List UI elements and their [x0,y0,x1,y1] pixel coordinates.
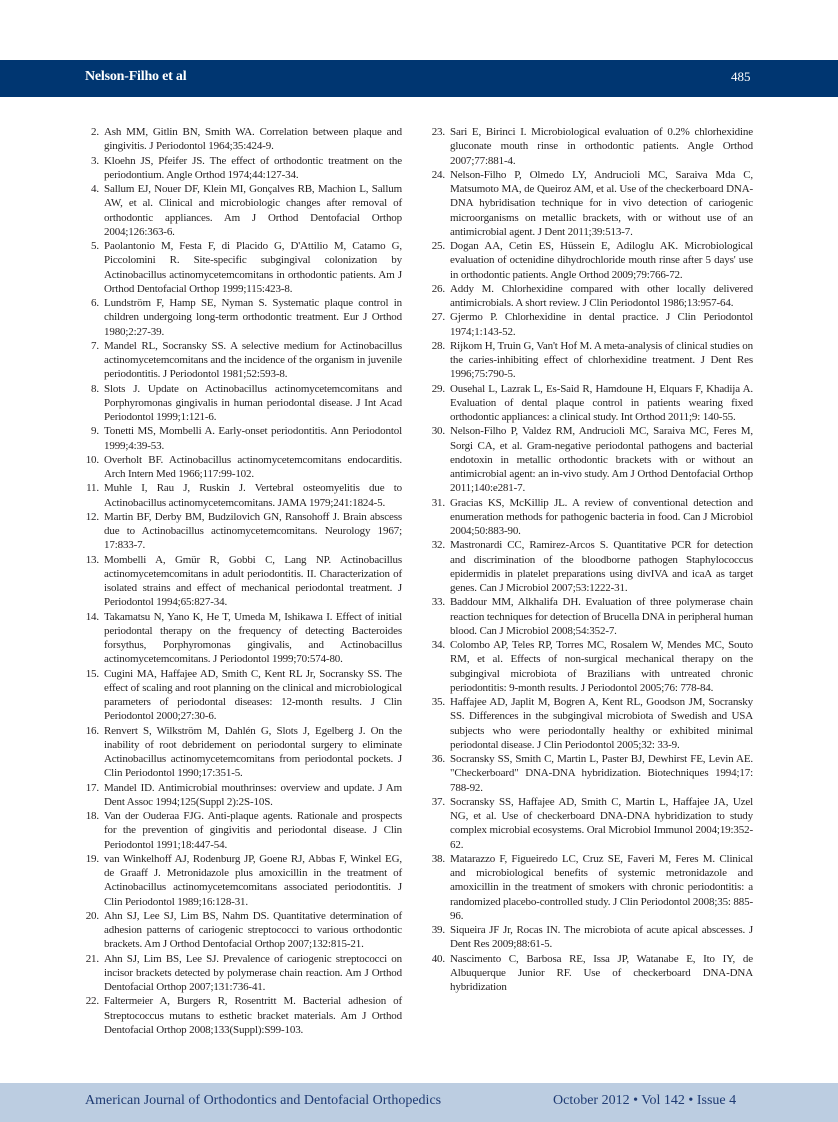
reference-item [430,752,753,795]
reference-number: 7. [91,339,99,352]
reference-number: 3. [91,154,99,167]
reference-item [84,952,402,995]
issue-info: October 2012 • Vol 142 • Issue 4 [553,1093,737,1108]
running-footer [0,1083,838,1122]
reference-text: Mombelli A, Gmür R, Gobbi C, Lang NP. Actinobacillus actinomycetemcomitans in adult periodontitis. II. Characterization of isolated strains and effect of mechanical periodontal treatment. J Periodontol 1994;65:827-34. [104,553,402,609]
reference-number: 40. [431,952,445,965]
references-column-left [84,125,402,1037]
reference-text: Slots J. Update on Actinobacillus actinomycetemcomitans and Porphyromonas gingivalis in human periodontal disease. J Int Acad Periodontol 1999;1:121-6. [104,382,402,423]
reference-number: 19. [85,852,99,865]
reference-number: 15. [85,667,99,680]
reference-item [84,382,402,425]
reference-text: Rijkom H, Truin G, Van't Hof M. A meta-analysis of clinical studies on the caries-inhibiting effect of chlorhexidine treatment. J Dent Res 1996;75:790-5. [450,339,753,381]
reference-item [84,510,402,553]
reference-item [84,667,402,724]
reference-number: 11. [86,482,99,495]
reference-item [430,168,753,239]
reference-item [84,239,402,296]
reference-text: Ahn SJ, Lim BS, Lee SJ. Prevalence of cariogenic streptococci on incisor brackets detected by polymerase chain reaction. Am J Orthod Dentofacial Orthop 2007;131:736-41. [104,952,402,993]
reference-text: Mandel RL, Socransky SS. A selective medium for Actinobacillus actinomycetemcomitans and the incidence of the organism in juvenile periodontitis. J Periodontol 1981;52:593-8. [104,339,402,381]
reference-item [430,424,753,495]
reference-number: 18. [85,810,99,822]
running-header-author: Nelson-Filho et al [85,69,187,84]
reference-text: Nelson-Filho P, Olmedo LY, Andrucioli MC, Saraiva Mda C, Matsumoto MA, de Queiroz AM, et al. Use of the checkerboard DNA-DNA hybridisation technique for in vivo detection of cariogenic microorganisms on metallic brackets, with or without use of an antimicrobial agent. J Dent 2011;39:513-7. [450,168,753,238]
reference-item [84,296,402,339]
running-header [0,60,838,97]
reference-text: van Winkelhoff AJ, Rodenburg JP, Goene RJ, Abbas F, Winkel EG, de Graaff J. Metronidazole plus amoxicillin in the treatment of Actinobacillus actinomycetemcomitans associated periodontitis. J Clin Periodontol 1989;16:128-31. [104,852,402,908]
reference-item [84,852,402,909]
reference-text: Gracias KS, McKillip JL. A review of conventional detection and enumeration methods for pathogenic bacteria in food. Can J Microbiol 2004;50:883-90. [450,496,753,537]
reference-item [84,809,402,852]
reference-item [84,424,402,453]
reference-text: Mastronardi CC, Ramirez-Arcos S. Quantitative PCR for detection and discrimination of the bloodborne pathogen Staphylococcus epidermidis in platelet preparations using divIVA and icaA as target genes. Can J Microbiol 2007;53:1222-31. [450,539,753,594]
reference-text: Baddour MM, Alkhalifa DH. Evaluation of three polymerase chain reaction techniques for detection of Brucella DNA in peripheral human blood. Can J Microbiol 2008;54:352-7. [450,596,753,637]
reference-number: 36. [431,753,445,765]
reference-number: 35. [431,696,445,708]
reference-item [430,310,753,339]
reference-item [84,994,402,1037]
reference-number: 25. [431,240,445,252]
reference-text: Dogan AA, Cetin ES, Hüssein E, Adiloglu AK. Microbiological evaluation of octenidine dihydrochloride mouth rinse after 5 days' use in orthodontic patients. Angle Orthod 2009;79:766-72. [450,240,753,281]
reference-text: Martin BF, Derby BM, Budzilovich GN, Ransohoff J. Brain abscess due to Actinobacillus actinomycetemcomitans. Neurology 1967; 17:833-7. [104,510,402,552]
reference-item [430,595,753,638]
reference-text: Sari E, Birinci I. Microbiological evaluation of 0.2% chlorhexidine gluconate mouth rinse in orthodontic patients. Angle Orthod 2007;77:881-4. [450,126,753,167]
reference-item [430,239,753,282]
reference-text: Paolantonio M, Festa F, di Placido G, D'Attilio M, Catamo G, Piccolomini R. Site-specific subgingival colonization by Actinobacillus actinomycetemcomitans in orthodontic patients. Am J Orthod Dentofacial Orthop 1999;115:423-8. [104,240,402,295]
reference-number: 8. [91,382,99,395]
reference-item [430,382,753,425]
reference-number: 27. [431,311,445,324]
reference-number: 5. [91,240,99,252]
reference-number: 34. [431,639,445,651]
reference-text: Kloehn JS, Pfeifer JS. The effect of orthodontic treatment on the periodontium. Angle Orthod 1974;44:127-34. [104,154,402,181]
reference-number: 2. [91,126,99,138]
reference-number: 10. [85,453,99,466]
reference-text: Sallum EJ, Nouer DF, Klein MI, Gonçalves RB, Machion L, Sallum AW, et al. Clinical and microbiologic changes after removal of orthodontic appliances. Am J Orthod Dentofacial Orthop 2004;126:363-6. [104,183,402,238]
reference-text: Ousehal L, Lazrak L, Es-Said R, Hamdoune H, Elquars F, Khadija A. Evaluation of dental plaque control in patients wearing fixed orthodontic appliances: a clinical study. Int Orthod 2011;9: 140-55. [450,382,753,423]
reference-number: 26. [431,282,445,295]
reference-item [430,923,753,952]
reference-item [84,481,402,510]
reference-item [84,724,402,781]
reference-text: Ahn SJ, Lee SJ, Lim BS, Nahm DS. Quantitative determination of adhesion patterns of cariogenic streptococci to various orthodontic brackets. Am J Orthod Dentofacial Orthop 2007;132:815-21. [104,909,402,951]
reference-text: Faltermeier A, Burgers R, Rosentritt M. Bacterial adhesion of Streptococcus mutans to esthetic bracket materials. Am J Orthod Dentofacial Orthop 2008;133(Suppl):S99-103. [104,995,402,1036]
reference-item [430,952,753,995]
reference-text: Siqueira JF Jr, Rocas IN. The microbiota of acute apical abscesses. J Dent Res 2009;88:61-5. [450,924,753,951]
reference-number: 39. [431,924,445,936]
reference-text: Cugini MA, Haffajee AD, Smith C, Kent RL Jr, Socransky SS. The effect of scaling and root planning on the clinical and microbiological parameters of periodontal diseases: 12-month results. J Clin Periodontol 2000;27:30-6. [104,667,402,723]
reference-item [84,909,402,952]
reference-text: Haffajee AD, Japlit M, Bogren A, Kent RL, Goodson JM, Socransky SS. Differences in the subgingival microbiota of Swedish and USA subjects who were periodontally healthy or exhibited minimal periodontal disease. J Clin Periodontol 2005;32: 33-9. [450,696,753,751]
reference-item [430,795,753,852]
reference-text: Addy M. Chlorhexidine compared with other locally delivered antimicrobials. A short review. J Clin Periodontol 1986;13:957-64. [450,282,753,309]
reference-text: Colombo AP, Teles RP, Torres MC, Rosalem W, Mendes MC, Souto RM, et al. Effects of non-surgical mechanical therapy on the subgingival microbiota of Brazilians with untreated chronic periodontitis: 9-month results. J Periodontol 2005;76: 778-84. [450,639,753,694]
reference-item [430,339,753,382]
reference-item [430,538,753,595]
reference-text: Overholt BF. Actinobacillus actinomycetemcomitans endocarditis. Arch Intern Med 1966;117:99-102. [104,453,402,480]
reference-number: 9. [91,425,99,438]
reference-number: 17. [85,781,99,794]
reference-text: Mandel ID. Antimicrobial mouthrinses: overview and update. J Am Dent Assoc 1994;125(Suppl 2):2S-10S. [104,781,402,808]
reference-number: 31. [431,496,445,509]
reference-item [84,125,402,154]
reference-text: Nascimento C, Barbosa RE, Issa JP, Watanabe E, Ito IY, de Albuquerque Junior RF. Use of checkerboard DNA-DNA hybridization [450,952,753,993]
reference-text: Socransky SS, Smith C, Martin L, Paster BJ, Dewhirst FE, Levin AE. "Checkerboard" DNA-DNA hybridization. Biotechniques 1994;17: 788-92. [450,753,753,794]
reference-text: Nelson-Filho P, Valdez RM, Andrucioli MC, Saraiva MC, Feres M, Sorgi CA, et al. Gram-negative periodontal pathogens and bacterial endotoxin in metallic orthodontic brackets with or without an antimicrobial agent: an in-vivo study. Am J Orthod Dentofacial Orthop 2011;140:e281-7. [450,425,753,495]
references-column-right [430,125,753,994]
reference-text: Renvert S, Wilkström M, Dahlén G, Slots J, Egelberg J. On the inability of root debridement on periodontal surgery to eliminate Actinobacillus actinomycetemcomitans from periodontal pockets. J Clin Periodontol 1990;17:351-5. [104,724,402,780]
reference-text: Matarazzo F, Figueiredo LC, Cruz SE, Faveri M, Feres M. Clinical and microbiological benefits of systemic metronidazole and amoxicillin in the treatment of smokers with chronic periodontitis: a randomized placebo-controlled study. J Clin Periodontol 2008;35: 885-96. [450,852,753,922]
journal-title: American Journal of Orthodontics and Dentofacial Orthopedics [85,1093,442,1108]
reference-text: Tonetti MS, Mombelli A. Early-onset periodontitis. Ann Periodontol 1999;4:39-53. [104,425,402,452]
reference-item [84,339,402,382]
reference-number: 37. [431,795,445,808]
reference-number: 13. [85,553,99,566]
reference-number: 28. [431,339,445,352]
reference-number: 33. [431,596,445,609]
reference-number: 12. [85,510,99,523]
reference-number: 30. [431,425,445,438]
reference-item [430,125,753,168]
reference-item [430,638,753,695]
reference-item [84,610,402,667]
reference-number: 22. [85,995,99,1008]
reference-number: 14. [85,610,99,623]
reference-number: 24. [431,168,445,181]
reference-item [84,781,402,810]
reference-number: 20. [85,909,99,922]
reference-number: 6. [91,297,99,309]
reference-item [430,852,753,923]
reference-item [430,695,753,752]
reference-item [84,553,402,610]
reference-text: Lundström F, Hamp SE, Nyman S. Systematic plaque control in children undergoing long-term orthodontic treatment. Eur J Orthod 1980;2:27-39. [104,297,402,338]
reference-text: Van der Ouderaa FJG. Anti-plaque agents. Rationale and prospects for the prevention of gingivitis and periodontal disease. J Clin Periodontol 1991;18:447-54. [104,810,402,851]
page-number: 485 [731,69,751,84]
reference-text: Ash MM, Gitlin BN, Smith WA. Correlation between plaque and gingivitis. J Periodontol 1964;35:424-9. [104,126,402,153]
reference-text: Muhle I, Rau J, Ruskin J. Vertebral osteomyelitis due to Actinobacillus actinomycetemcomitans. JAMA 1979;241:1824-5. [104,482,402,509]
reference-number: 38. [431,852,445,865]
reference-item [84,154,402,183]
reference-number: 16. [85,724,99,737]
reference-number: 23. [431,126,445,138]
reference-text: Socransky SS, Haffajee AD, Smith C, Martin L, Haffajee JA, Uzel NG, et al. Use of checkerboard DNA-DNA hybridization to study complex microbial ecosystems. Oral Microbiol Immunol 2004;19:352-62. [450,795,753,851]
reference-number: 29. [431,382,445,395]
reference-text: Takamatsu N, Yano K, He T, Umeda M, Ishikawa I. Effect of initial periodontal therapy on the frequency of detecting Bacteroides forsythus, Porphyromonas gingivalis, and Actinobacillus actinomycetemcomitans. J Periodontol 1999;70:574-80. [104,610,402,666]
reference-item [84,182,402,239]
reference-number: 32. [431,539,445,552]
reference-item [430,282,753,311]
reference-number: 4. [91,183,99,195]
reference-number: 21. [85,952,99,965]
reference-item [430,496,753,539]
reference-text: Gjermo P. Chlorhexidine in dental practice. J Clin Periodontol 1974;1:143-52. [450,311,753,338]
reference-item [84,453,402,482]
